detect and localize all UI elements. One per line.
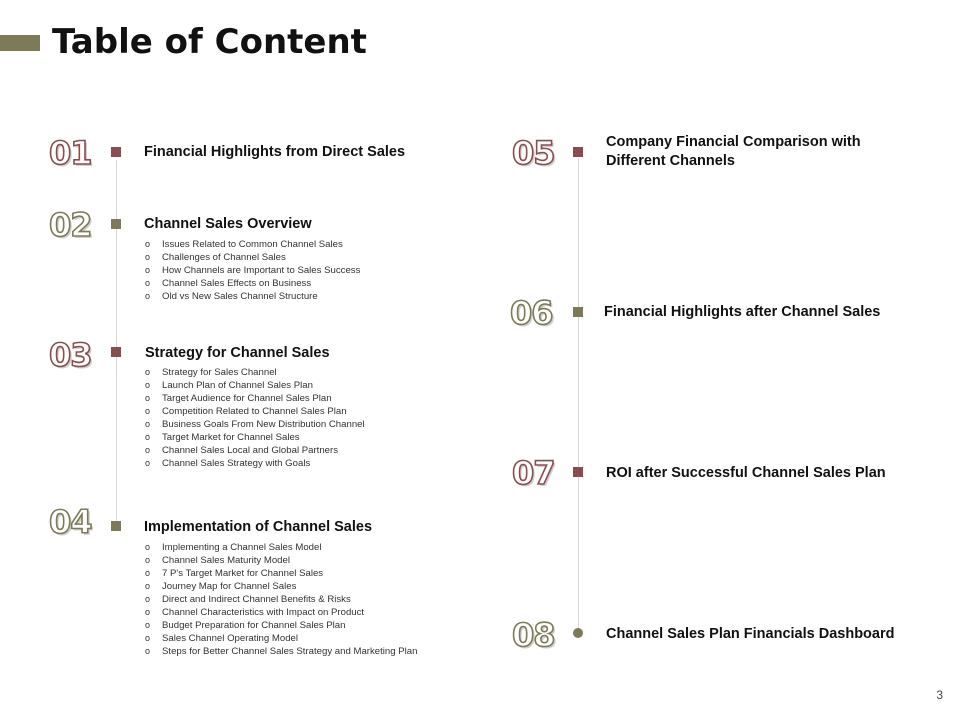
section-number-08: 08 [512, 616, 555, 654]
list-item[interactable]: o Direct and Indirect Channel Benefits & Risks [145, 593, 417, 606]
section-marker-01 [111, 147, 121, 157]
section-heading-08[interactable]: Channel Sales Plan Financials Dashboard [606, 626, 895, 642]
list-item[interactable]: o Old vs New Sales Channel Structure [145, 290, 360, 303]
section-items-02 [145, 238, 360, 303]
list-item[interactable]: o Channel Sales Local and Global Partners [145, 444, 365, 457]
list-item[interactable]: o Target Market for Channel Sales [145, 431, 365, 444]
section-marker-05 [573, 147, 583, 157]
list-item[interactable]: o Channel Characteristics with Impact on Product [145, 606, 417, 619]
section-marker-07 [573, 467, 583, 477]
list-item[interactable]: o Issues Related to Common Channel Sales [145, 238, 360, 251]
section-number-04: 04 [49, 503, 92, 541]
page-title: Table of Content [52, 22, 367, 62]
right-timeline-line [578, 158, 579, 634]
list-item[interactable]: o Business Goals From New Distribution Channel [145, 418, 365, 431]
section-items-03 [145, 366, 365, 470]
title-accent-bar [0, 35, 40, 51]
list-item[interactable]: o How Channels are Important to Sales Success [145, 264, 360, 277]
left-timeline-line [116, 160, 117, 530]
list-item[interactable]: o Steps for Better Channel Sales Strategy and Marketing Plan [145, 645, 417, 658]
section-heading-03[interactable]: Strategy for Channel Sales [145, 345, 330, 361]
section-number-07: 07 [512, 454, 555, 492]
list-item[interactable]: o Strategy for Sales Channel [145, 366, 365, 379]
list-item[interactable]: o Competition Related to Channel Sales Plan [145, 405, 365, 418]
list-item[interactable]: o Budget Preparation for Channel Sales Plan [145, 619, 417, 632]
section-number-02: 02 [49, 206, 92, 244]
list-item[interactable]: o Implementing a Channel Sales Model [145, 541, 417, 554]
section-marker-06 [573, 307, 583, 317]
list-item[interactable]: o Journey Map for Channel Sales [145, 580, 417, 593]
section-marker-02 [111, 219, 121, 229]
list-item[interactable]: o Launch Plan of Channel Sales Plan [145, 379, 365, 392]
section-heading-01[interactable]: Financial Highlights from Direct Sales [144, 144, 406, 160]
list-item[interactable]: o Channel Sales Strategy with Goals [145, 457, 365, 470]
section-heading-04[interactable]: Implementation of Channel Sales [144, 519, 373, 535]
section-heading-07[interactable]: ROI after Successful Channel Sales Plan [606, 465, 886, 481]
list-item[interactable]: o 7 P's Target Market for Channel Sales [145, 567, 417, 580]
list-item[interactable]: o Challenges of Channel Sales [145, 251, 360, 264]
section-items-04 [145, 541, 417, 658]
section-heading-02[interactable]: Channel Sales Overview [144, 216, 312, 232]
section-heading-06[interactable]: Financial Highlights after Channel Sales [604, 304, 881, 320]
section-marker-08 [573, 628, 583, 638]
section-number-06: 06 [510, 294, 553, 332]
section-number-01: 01 [49, 134, 92, 172]
list-item[interactable]: o Channel Sales Effects on Business [145, 277, 360, 290]
page-number: 3 [936, 688, 943, 702]
list-item[interactable]: o Sales Channel Operating Model [145, 632, 417, 645]
list-item[interactable]: o Channel Sales Maturity Model [145, 554, 417, 567]
section-marker-04 [111, 521, 121, 531]
list-item[interactable]: o Target Audience for Channel Sales Plan [145, 392, 365, 405]
section-number-05: 05 [512, 134, 555, 172]
section-marker-03 [111, 347, 121, 357]
section-number-03: 03 [49, 336, 92, 374]
section-heading-05[interactable]: Company Financial Comparison with Different Channels [606, 134, 861, 169]
